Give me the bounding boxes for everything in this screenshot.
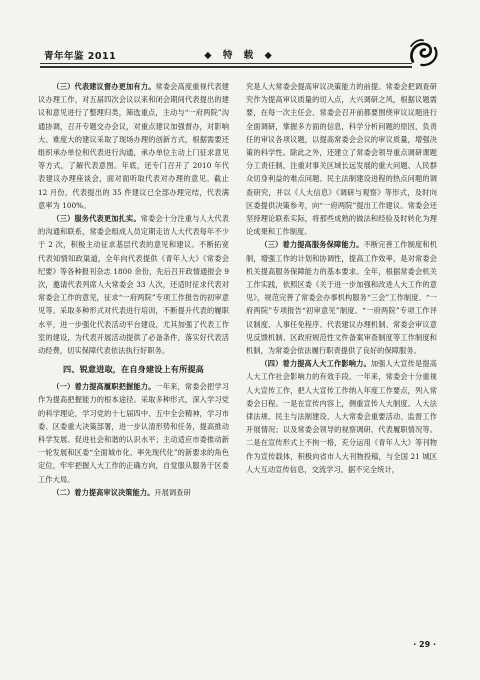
page-number: · 29 · xyxy=(413,640,436,649)
subheading: （一）着力提高履职把握能力。 xyxy=(52,382,156,392)
subheading: （四）着力提高人大工作影响力。 xyxy=(260,359,371,369)
subheading: （三）着力提高服务保障能力。 xyxy=(260,240,364,250)
paragraph xyxy=(246,238,437,357)
paragraph-text: 开展调查研 xyxy=(154,487,191,497)
header-rule-thick xyxy=(40,66,412,68)
paragraph-text: 常委会十分注重与人大代表的沟通和联系，常委会组成人员定期走访人大代表每年不少于 2 次，积极主动征求基层代表的意见和建议。不断拓宽代表知情知政渠道，全年向代表提供《青年人大》《常委会纪要》等各种报刊杂志 1800 余份，先后召开政情通报会 9 次，邀请代表列席人大常委会 33 人次，还适时征求代表对常委会工作的意见，征求“一府两院”专项工作报告的初审意见等。采取多种形式对代表进行培训，不断提升代表的履职水平，进一步强化代表活动平台建设，尤其加强了代表工作室的建设，为代表开展活动提供了必备条件，落实好代表活动经费，切实保障代表依法执行好职务。 xyxy=(38,214,230,356)
ornament-logo-icon xyxy=(406,36,440,70)
paragraph-text: 常委会高度重视代表建议办理工作，对五届四次会议以来和闭会期间代表提出的建议和意见进行了整理归类，筛选重点，主动与“一府两院”沟通协调，召开专题交办会议，对重点建议加强督办，对影响大、难度大的建议采取了现场办理的创新方式，根据需要还组织承办单位和代表进行沟通，承办单位主动上门征求意见等方式，了解代表意图。年底，还专门召开了 2010 年代表建议办理座谈会，面对面听取代表对办理的意见。截止 12 月份，代表提出的 35 件建议已全部办理完结，代表满意率为 100%。 xyxy=(38,82,229,210)
paragraph xyxy=(246,80,437,238)
subheading: （二）着力提高审议决策能力。 xyxy=(52,487,155,497)
section-label: ◆ 特 载 ◆ xyxy=(204,50,276,61)
paragraph xyxy=(38,80,229,212)
header-rule xyxy=(40,63,412,64)
paragraph xyxy=(246,357,437,476)
page-header xyxy=(40,44,440,70)
paragraph xyxy=(38,486,229,499)
magazine-title: 青年年鉴 2011 xyxy=(44,51,117,62)
right-column xyxy=(246,80,437,476)
paragraph xyxy=(38,380,229,486)
paragraph-text: 加强人大宣传是提高人大工作社会影响力的有效手段。一年来，常委会十分重视人大宣传工作，把人大宣传工作纳入年度工作要点，列入常委会日程。一是在宣传内容上，侧重宣传人大制度、人大法律法规、民主与法制建设、人大常委会重要活动、监督工作开展情况；以及常委会领导的视察调研、代表履职情况等。二是在宣传形式上不拘一格，充分运用《青年人大》等刊物作为宣传载体，积极向省市人大刊物投稿，与全国 21 城区人大互动宣传信息，交流学习，据不完全统计， xyxy=(246,359,437,474)
paragraph-text: 究是人大常委会提高审议决策能力的前提。常委会把调查研究作为提高审议质量的切入点，大兴调研之风，根据议题需要，在每一次主任会、常委会召开前都要围绕审议议题进行全面调研，掌握多方面的信息，科学分析问题的原因，负责任的审议各项议题，以提高常委会会议的审议质量，增强决策的科学性。除此之外，还建立了常委会领导重点调研课题分工责任制，注重对事关区域长远发展的重大问题、人民群众切身利益的难点问题、民主法制建设进程的热点问题的调查研究，并以《人大信息》《调研与观察》等形式，及时向区委提供决策参考，向“一府两院”提出工作建议。常委会还坚持理论联系实际，将那些成熟的做法和经验及时转化为理论成果和工作制度。 xyxy=(246,82,437,237)
section-heading: 四、锐意进取，在自身建设上有所提高 xyxy=(63,364,204,375)
left-column xyxy=(38,80,229,499)
paragraph-text: 一年来，常委会把学习作为提高把握能力的根本途径。采取多种形式，深入学习党的科学理论，学习党的十七届四中、五中全会精神，学习市委、区委重大决策部署，进一步认清形势和任务，提高推动科学发展、促进社会和谐的认识水平；主动适应市委推动新一轮发展和区委“全面城市化、率先现代化”的新要求的角色定位，牢牢把握人大工作的正确方向，自觉服从服务于区委工作大局。 xyxy=(38,382,229,484)
paragraph-text: 不断完善工作制度和机制，增强工作的计划和协调性，提高工作效率，是对常委会机关提高服务保障能力的基本要求。全年，根据常委会机关工作实践，依照区委《关于进一步加强和改进人大工作的意见》，规范完善了常委会办事机构服务“三会”工作制度、“一府两院”专项报告“初审意见”制度、“一府两院”专项工作评议制度、人事任免程序、代表建议办理机制、常委会审议意见反馈机制、区政府规范性文件备案审查制度等工作制度和机制，为常委会依法履行职责提供了良好的保障服务。 xyxy=(246,240,437,356)
subheading: （三）代表建议督办更加有力。 xyxy=(52,82,156,91)
subheading: （三）服务代表更加扎实。 xyxy=(52,214,141,224)
paragraph xyxy=(38,212,229,357)
